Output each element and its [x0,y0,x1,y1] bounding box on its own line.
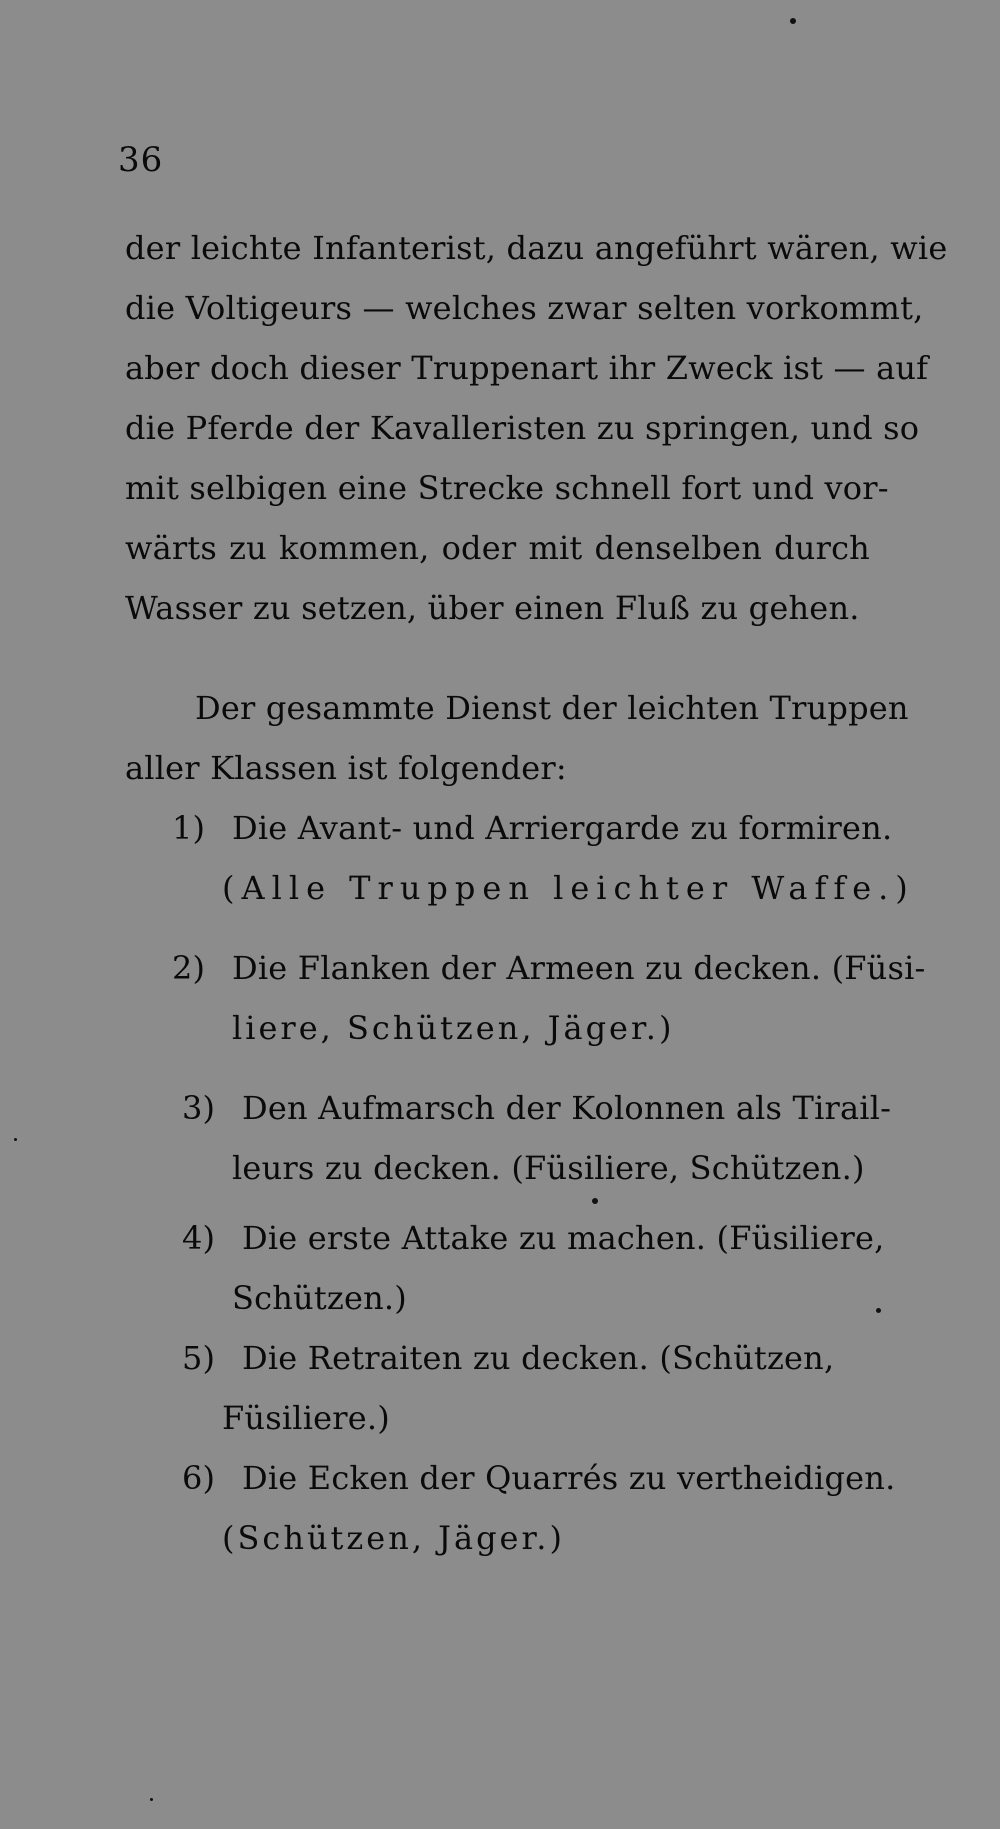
list-item [182,1218,885,1258]
list-item [172,948,926,988]
list-item-number: 4) [182,1219,216,1257]
list-item-number: 5) [182,1339,216,1377]
paragraph1-line: aber doch dieser Truppenart ihr Zweck ist — auf [125,349,929,387]
list-item [182,1458,896,1498]
paragraph1-line: die Pferde der Kavalleristen zu springen, und so [125,409,920,447]
list-item-number: 3) [182,1089,216,1127]
paragraph2-line: aller Klassen ist folgender: [125,749,567,787]
list-item-text: Die Retraiten zu decken. (Schützen, [242,1339,835,1377]
paragraph1-line: Wasser zu setzen, über einen Fluß zu gehen. [125,589,860,627]
page-number: 36 [118,140,164,180]
paragraph1-line: wärts zu kommen, oder mit denselben durch [125,529,870,567]
scan-speck [790,18,796,24]
list-item-text: Die Avant- und Arriergarde zu formiren. [232,809,893,847]
scan-speck [876,1308,881,1313]
list-item-number: 2) [172,949,206,987]
scan-speck [150,1798,153,1801]
paragraph1-line: mit selbigen eine Strecke schnell fort und vor- [125,469,889,507]
scan-speck [592,1198,598,1204]
scan-speck [14,1138,17,1141]
list-item-continuation: leurs zu decken. (Füsiliere, Schützen.) [232,1149,865,1187]
paragraph2-line: Der gesammte Dienst der leichten Truppen [195,689,909,727]
list-item-continuation: Schützen.) [232,1279,407,1317]
list-item-continuation: (Schützen, Jäger.) [222,1519,565,1557]
list-item-number: 1) [172,809,206,847]
list-item-continuation: Füsiliere.) [222,1399,390,1437]
paragraph1-line: der leichte Infanterist, dazu angeführt wären, wie [125,229,948,267]
list-item-text: Die erste Attake zu machen. (Füsiliere, [242,1219,885,1257]
list-item [182,1088,892,1128]
list-item-continuation: liere, Schützen, Jäger.) [232,1009,675,1047]
list-item-text: Den Aufmarsch der Kolonnen als Tirail- [242,1089,892,1127]
list-item [172,808,893,848]
list-item [182,1338,872,1378]
list-item-text: Die Ecken der Quarrés zu vertheidigen. [242,1459,896,1497]
list-item-number: 6) [182,1459,216,1497]
paragraph1-line: die Voltigeurs — welches zwar selten vorkommt, [125,289,924,327]
list-item-text: Die Flanken der Armeen zu decken. (Füsi- [232,949,926,987]
list-item-continuation: (Alle Truppen leichter Waffe.) [222,869,915,907]
